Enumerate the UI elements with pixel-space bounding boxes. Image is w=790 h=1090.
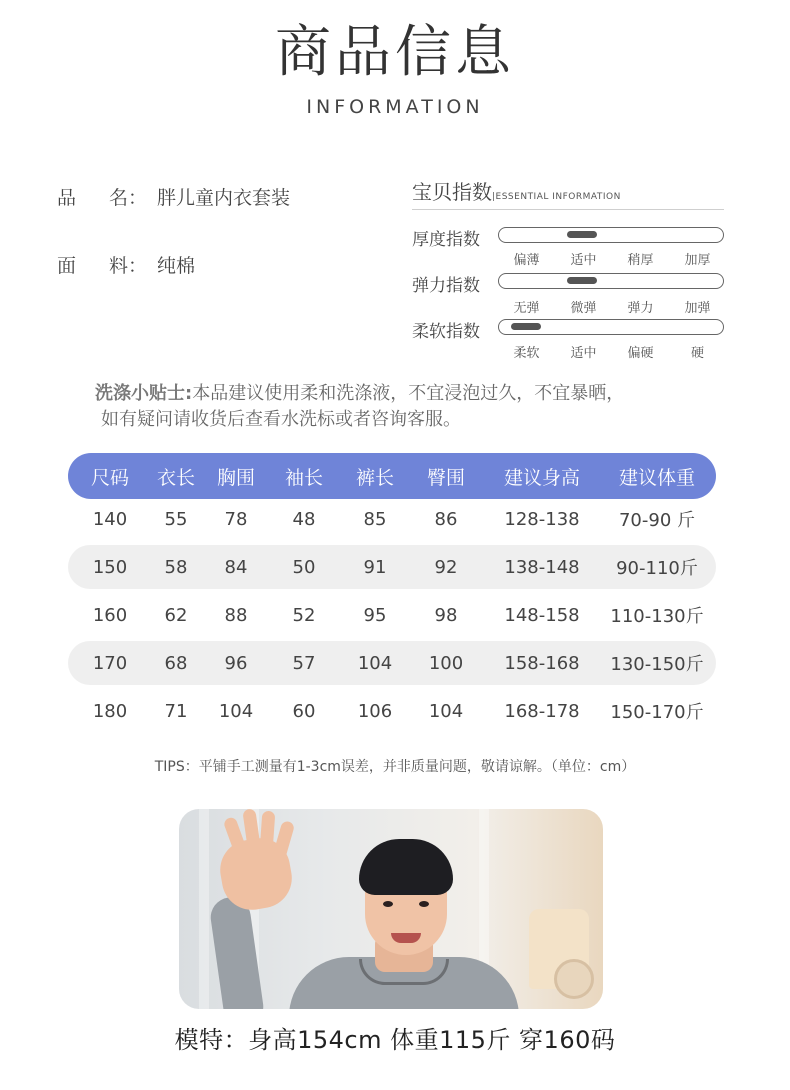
index-heading bbox=[412, 176, 621, 205]
elasticity-label: 弹力指数 bbox=[412, 276, 480, 296]
softness-tick: 柔软 bbox=[513, 346, 540, 361]
finger bbox=[260, 811, 276, 852]
thickness-knob bbox=[567, 231, 597, 238]
finger bbox=[272, 820, 296, 862]
softness-tick: 偏硬 bbox=[627, 346, 654, 361]
care-tips-line1: 本品建议使用柔和洗涤液，不宜浸泡过久，不宜暴晒， bbox=[192, 383, 625, 404]
table-cell: 62 bbox=[164, 604, 188, 626]
elasticity-tick: 加弹 bbox=[684, 301, 711, 316]
elasticity-tick: 弹力 bbox=[627, 301, 654, 316]
table-cell: 70-90 斤 bbox=[618, 510, 696, 531]
thickness-ticks bbox=[498, 249, 728, 268]
table-row bbox=[68, 593, 716, 637]
handheld-fan-shape bbox=[554, 959, 594, 999]
table-cell: 92 bbox=[434, 556, 458, 578]
header-cell: 胸围 bbox=[216, 466, 255, 489]
softness-tick: 适中 bbox=[570, 346, 597, 361]
table-cell: 50 bbox=[292, 556, 316, 578]
table-cell: 48 bbox=[292, 508, 316, 530]
table-cell: 55 bbox=[164, 508, 188, 530]
table-cell: 78 bbox=[224, 508, 248, 530]
thickness-label: 厚度指数 bbox=[412, 230, 480, 250]
table-cell: 104 bbox=[357, 652, 393, 674]
index-title-en: |ESSENTIAL INFORMATION bbox=[492, 192, 621, 202]
care-tips-head: 洗涤小贴士: bbox=[95, 383, 193, 404]
softness-label: 柔软指数 bbox=[412, 322, 480, 342]
table-cell: 71 bbox=[164, 700, 188, 722]
softness-slider bbox=[498, 319, 724, 335]
care-tips-line2: 如有疑问请收货后查看水洗标或者咨询客服。 bbox=[101, 409, 461, 430]
table-cell: 52 bbox=[292, 604, 316, 626]
table-cell: 140 bbox=[92, 508, 128, 530]
header-cell: 袖长 bbox=[284, 466, 323, 489]
right-eye bbox=[419, 901, 429, 907]
table-cell: 58 bbox=[164, 556, 188, 578]
table-cell: 130-150斤 bbox=[610, 654, 704, 675]
softness-knob bbox=[511, 323, 541, 330]
table-cell: 150-170斤 bbox=[610, 702, 704, 723]
material-label-b: 料： bbox=[109, 255, 148, 277]
elasticity-tick: 微弹 bbox=[570, 301, 597, 316]
table-cell: 86 bbox=[434, 508, 458, 530]
hair bbox=[359, 839, 453, 895]
name-label-a: 品 bbox=[57, 187, 77, 209]
material-value: 纯棉 bbox=[157, 255, 196, 277]
thickness-tick: 加厚 bbox=[684, 253, 711, 268]
thickness-slider bbox=[498, 227, 724, 243]
table-cell: 170 bbox=[92, 652, 128, 674]
table-cell: 128-138 bbox=[504, 508, 580, 530]
material-row bbox=[57, 251, 195, 278]
softness-ticks bbox=[498, 342, 728, 361]
table-cell: 148-158 bbox=[504, 604, 580, 626]
table-cell: 180 bbox=[92, 700, 128, 722]
material-label-a: 面 bbox=[57, 255, 77, 277]
table-cell: 68 bbox=[164, 652, 188, 674]
product-name-value: 胖儿童内衣套装 bbox=[157, 187, 291, 209]
elasticity-knob bbox=[567, 277, 597, 284]
table-cell: 98 bbox=[434, 604, 458, 626]
header-cell: 裤长 bbox=[355, 466, 394, 489]
table-cell: 91 bbox=[363, 556, 387, 578]
page-subtitle: INFORMATION bbox=[306, 96, 484, 118]
header-cell: 建议体重 bbox=[618, 466, 695, 489]
thickness-tick: 适中 bbox=[570, 253, 597, 268]
table-row bbox=[68, 545, 716, 589]
table-cell: 138-148 bbox=[504, 556, 580, 578]
curtain-fold bbox=[199, 809, 209, 1009]
table-cell: 158-168 bbox=[504, 652, 580, 674]
product-name-row bbox=[57, 183, 290, 210]
left-eye bbox=[383, 901, 393, 907]
header-cell: 臀围 bbox=[426, 466, 465, 489]
table-cell: 104 bbox=[428, 700, 464, 722]
header-cell: 尺码 bbox=[90, 466, 129, 489]
table-cell: 95 bbox=[363, 604, 387, 626]
table-cell: 104 bbox=[218, 700, 254, 722]
header-cell: 建议身高 bbox=[503, 466, 580, 489]
elasticity-ticks bbox=[498, 297, 728, 316]
size-table-header bbox=[68, 453, 716, 499]
table-cell: 160 bbox=[92, 604, 128, 626]
table-cell: 90-110斤 bbox=[616, 558, 698, 579]
header-cell: 衣长 bbox=[156, 466, 195, 489]
elasticity-tick: 无弹 bbox=[513, 301, 540, 316]
model-photo bbox=[179, 809, 603, 1009]
softness-tick: 硬 bbox=[690, 346, 704, 361]
name-label-b: 名： bbox=[109, 187, 148, 209]
table-row bbox=[68, 641, 716, 685]
measurement-note: TIPS：平铺手工测量有1-3cm误差，并非质量问题，敬请谅解。（单位：cm） bbox=[154, 759, 636, 775]
model-caption: 模特：身高154cm 体重115斤 穿160码 bbox=[174, 1026, 616, 1054]
table-cell: 85 bbox=[363, 508, 387, 530]
index-title: 宝贝指数 bbox=[412, 180, 492, 204]
table-cell: 84 bbox=[224, 556, 248, 578]
page-title: 商品信息 bbox=[275, 20, 515, 85]
table-cell: 106 bbox=[357, 700, 393, 722]
table-cell: 150 bbox=[92, 556, 128, 578]
table-row bbox=[68, 689, 716, 733]
shirt-collar bbox=[359, 959, 449, 985]
table-cell: 110-130斤 bbox=[610, 606, 704, 627]
care-tips bbox=[95, 381, 735, 433]
table-cell: 60 bbox=[292, 700, 316, 722]
thickness-tick: 偏薄 bbox=[513, 253, 540, 268]
elasticity-slider bbox=[498, 273, 724, 289]
table-cell: 96 bbox=[224, 652, 248, 674]
table-row bbox=[68, 497, 716, 541]
table-cell: 88 bbox=[224, 604, 248, 626]
table-cell: 168-178 bbox=[504, 700, 580, 722]
thickness-tick: 稍厚 bbox=[627, 253, 654, 268]
index-divider bbox=[412, 209, 724, 210]
table-cell: 100 bbox=[428, 652, 464, 674]
table-cell: 57 bbox=[292, 652, 316, 674]
